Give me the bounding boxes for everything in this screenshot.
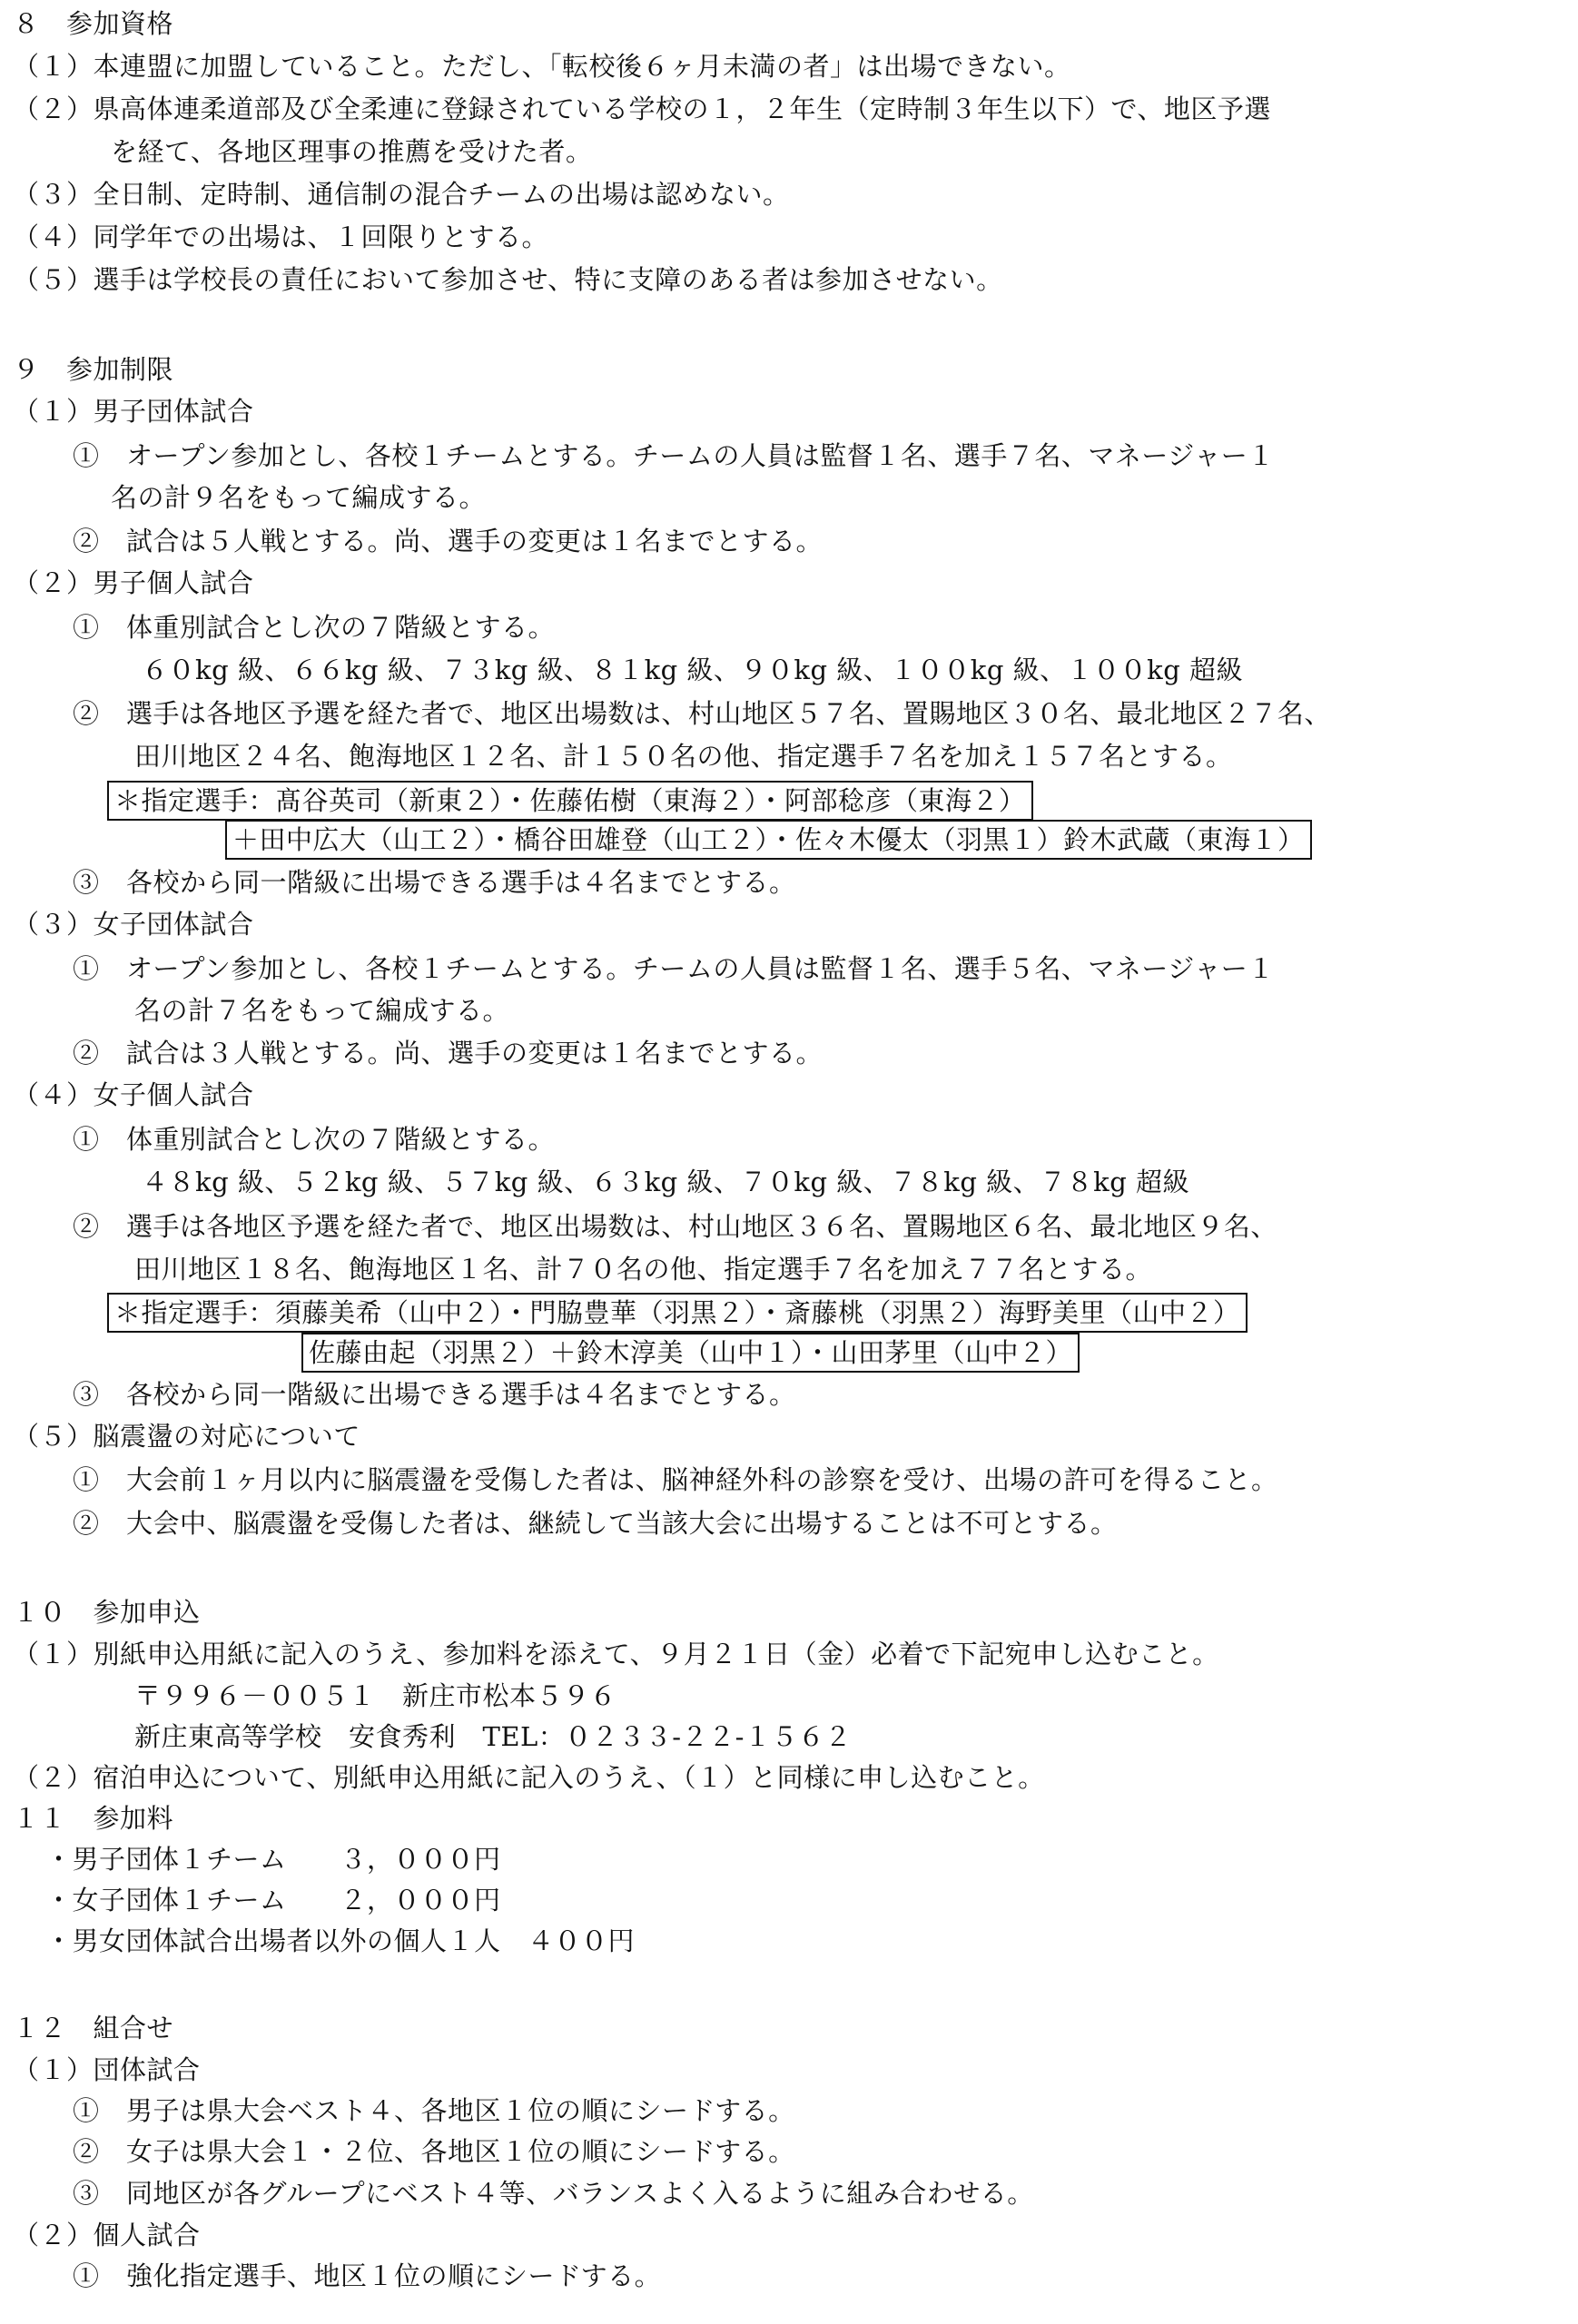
s9-women-designated-box-2: 佐藤由起（羽黒２）＋鈴木淳美（山中１）・山田茅里（山中２） (301, 1333, 1080, 1373)
section-11-heading: １１ 参加料 (13, 1803, 174, 1834)
section-8-heading: ８ 参加資格 (13, 8, 174, 39)
s9-men-designated-box-2: ＋田中広大（山工２）・橋谷田雄登（山工２）・佐々木優太（羽黒１）鈴木武蔵（東海１） (225, 820, 1312, 860)
s8-item-4: （４）同学年での出場は、１回限りとする。 (13, 222, 549, 252)
s8-item-2-cont: を経て、各地区理事の推薦を受けた者。 (111, 136, 593, 167)
s9-men-team-1-cont: 名の計９名をもって編成する。 (111, 482, 487, 513)
s9-women-team-2: ② 試合は３人戦とする。尚、選手の変更は１名までとする。 (73, 1038, 824, 1068)
s12-individual-heading: （２）個人試合 (13, 2220, 201, 2250)
s9-men-team-heading: （１）男子団体試合 (13, 396, 254, 427)
section-9-heading: ９ 参加制限 (13, 354, 174, 385)
s9-women-team-1-cont: 名の計７名をもって編成する。 (134, 995, 510, 1026)
s8-item-3: （３）全日制、定時制、通信制の混合チームの出場は認めない。 (13, 179, 790, 210)
s9-women-weight-classes: ４８kg 級、５２kg 級、５７kg 級、６３kg 級、７０kg 級、７８kg 級、７８kg 超級 (142, 1167, 1189, 1197)
s9-women-individual-2-cont: 田川地区１８名、飽海地区１名、計７０名の他、指定選手７名を加え７７名とする。 (134, 1254, 1153, 1285)
s9-women-individual-1: ① 体重別試合とし次の７階級とする。 (73, 1124, 556, 1155)
s9-men-individual-heading: （２）男子個人試合 (13, 567, 254, 598)
s10-contact: 新庄東高等学校 安食秀利 TEL：０２３３-２２-１５６２ (134, 1721, 852, 1752)
section-10-heading: １０ 参加申込 (13, 1597, 201, 1628)
s9-men-individual-1: ① 体重別試合とし次の７階級とする。 (73, 612, 556, 643)
s9-men-weight-classes: ６０kg 級、６６kg 級、７３kg 級、８１kg 級、９０kg 級、１００kg 級、１００kg 超級 (142, 655, 1243, 685)
s11-fee-individual: ・男女団体試合出場者以外の個人１人 ４００円 (45, 1925, 636, 1956)
s12-team-2: ② 女子は県大会１・２位、各地区１位の順にシードする。 (73, 2136, 795, 2167)
s11-fee-women-team: ・女子団体１チーム ２，０００円 (45, 1885, 501, 1915)
s9-women-designated-box-1: ＊指定選手：須藤美希（山中２）・門脇豊華（羽黒２）・斎藤桃（羽黒２）海野美里（山中２） (107, 1293, 1248, 1333)
section-12-heading: １２ 組合せ (13, 2013, 174, 2043)
s9-men-designated-box-1: ＊指定選手：髙谷英司（新東２）・佐藤佑樹（東海２）・阿部稔彦（東海２） (107, 781, 1033, 821)
s9-concussion-1: ① 大会前１ヶ月以内に脳震盪を受傷した者は、脳神経外科の診察を受け、出場の許可を得ること。 (73, 1464, 1278, 1495)
s11-fee-men-team: ・男子団体１チーム ３，０００円 (45, 1844, 501, 1875)
s10-item-1: （１）別紙申込用紙に記入のうえ、参加料を添えて、９月２１日（金）必着で下記宛申し込むこと。 (13, 1639, 1219, 1669)
s12-team-heading: （１）団体試合 (13, 2054, 201, 2085)
s9-men-individual-2: ② 選手は各地区予選を経た者で、地区出場数は、村山地区５７名、置賜地区３０名、最北地区２７名、 (73, 698, 1331, 729)
s9-men-team-2: ② 試合は５人戦とする。尚、選手の変更は１名までとする。 (73, 526, 824, 556)
s9-women-team-heading: （３）女子団体試合 (13, 909, 254, 940)
s8-item-2: （２）県高体連柔道部及び全柔連に登録されている学校の１，２年生（定時制３年生以下）で、地区予選 (13, 94, 1271, 124)
s12-individual-1: ① 強化指定選手、地区１位の順にシードする。 (73, 2260, 662, 2291)
s9-men-team-1: ① オープン参加とし、各校１チームとする。チームの人員は監督１名、選手７名、マネージャー１ (73, 440, 1275, 471)
s10-item-2: （２）宿泊申込について、別紙申込用紙に記入のうえ、（１）と同様に申し込むこと。 (13, 1762, 1045, 1793)
s9-women-team-1: ① オープン参加とし、各校１チームとする。チームの人員は監督１名、選手５名、マネージャー１ (73, 953, 1275, 984)
s9-concussion-heading: （５）脳震盪の対応について (13, 1421, 360, 1452)
s9-men-individual-2-cont: 田川地区２４名、飽海地区１２名、計１５０名の他、指定選手７名を加え１５７名とする。 (134, 741, 1233, 772)
s10-address: 〒９９６－００５１ 新庄市松本５９６ (134, 1680, 617, 1711)
s9-women-individual-3: ③ 各校から同一階級に出場できる選手は４名までとする。 (73, 1379, 796, 1410)
s9-women-individual-2: ② 選手は各地区予選を経た者で、地区出場数は、村山地区３６名、置賜地区６名、最北地区９名、 (73, 1211, 1277, 1242)
s12-team-1: ① 男子は県大会ベスト４、各地区１位の順にシードする。 (73, 2095, 795, 2126)
s12-team-3: ③ 同地区が各グループにベスト４等、バランスよく入るように組み合わせる。 (73, 2178, 1034, 2209)
s9-men-individual-3: ③ 各校から同一階級に出場できる選手は４名までとする。 (73, 867, 796, 898)
s9-concussion-2: ② 大会中、脳震盪を受傷した者は、継続して当該大会に出場することは不可とする。 (73, 1508, 1118, 1539)
s8-item-1: （１）本連盟に加盟していること。ただし、「転校後６ヶ月未満の者」は出場できない。 (13, 51, 1071, 82)
s9-women-individual-heading: （４）女子個人試合 (13, 1079, 254, 1110)
s8-item-5: （５）選手は学校長の責任において参加させ、特に支障のある者は参加させない。 (13, 264, 1003, 295)
